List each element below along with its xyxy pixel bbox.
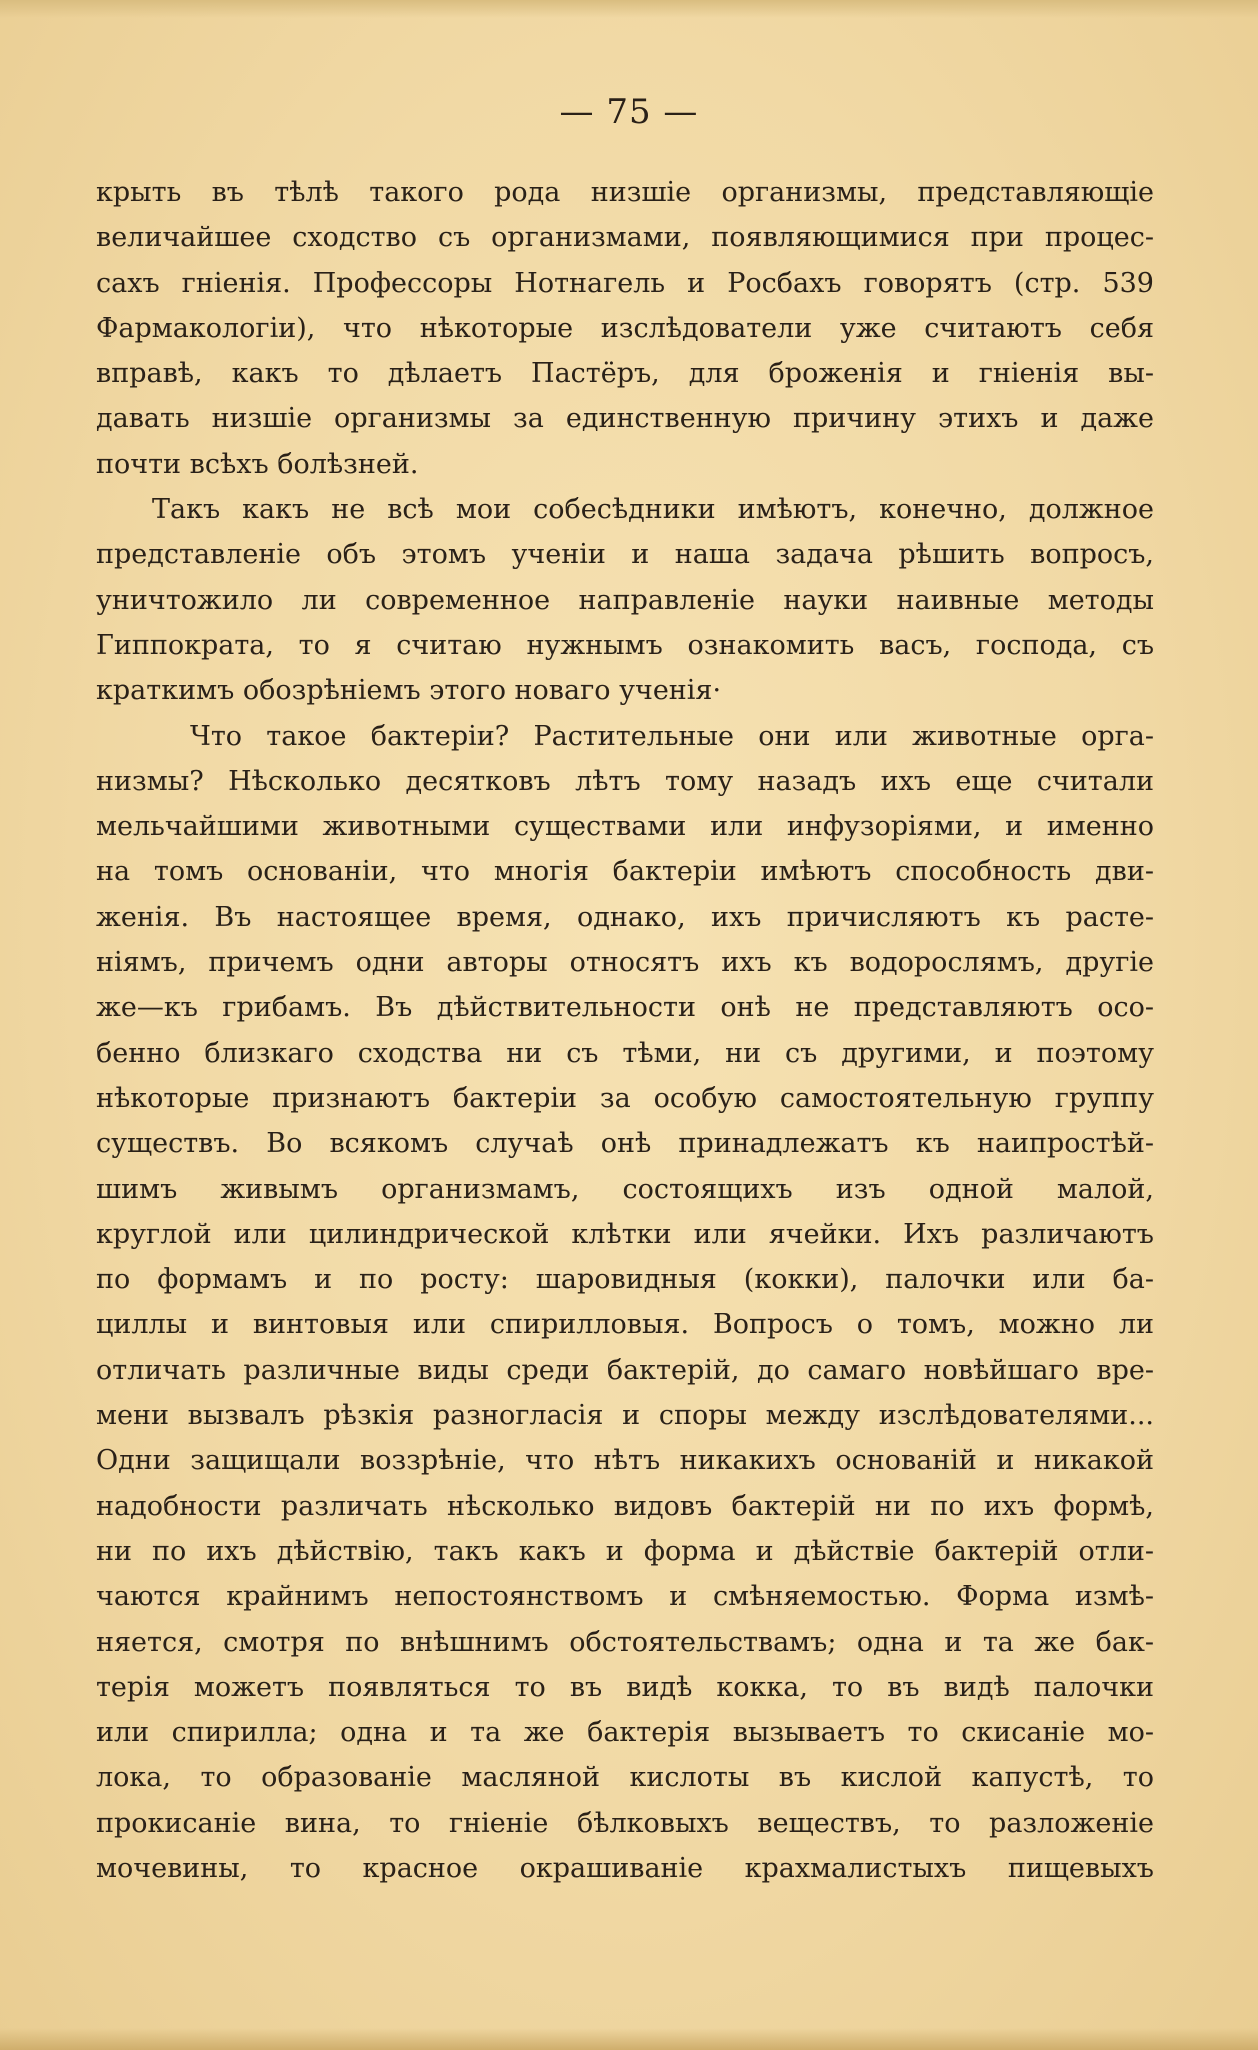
text-line: бенно близкаго сходства ни съ тѣми, ни съ другими, и поэтому [96, 1037, 1154, 1069]
text-line: мени вызвалъ рѣзкія разногласія и споры между изслѣдователями... [96, 1400, 1154, 1432]
text-line: ни по ихъ дѣйствію, такъ какъ и форма и дѣйствіе бактерій отли- [96, 1535, 1154, 1567]
text-line: чаются крайнимъ непостоянствомъ и смѣняемостью. Форма измѣ- [96, 1581, 1154, 1613]
text-line: Такъ какъ не всѣ мои собесѣдники имѣютъ, конечно, должное [152, 494, 1154, 526]
text-line: мельчайшими животными существами или инфузоріями, и именно [96, 811, 1154, 843]
text-line: почти всѣхъ болѣзней. [96, 448, 419, 480]
text-line: сахъ гніенія. Профессоры Нотнагель и Росбахъ говорятъ (стр. 539 [96, 267, 1154, 299]
text-line: Фармакологіи), что нѣкоторые изслѣдователи уже считаютъ себя [96, 312, 1154, 344]
text-line: Одни защищали воззрѣніе, что нѣтъ никакихъ основаній и никакой [96, 1445, 1154, 1477]
text-line: отличать различные виды среди бактерій, до самаго новѣйшаго вре- [96, 1354, 1154, 1386]
text-line: уничтожило ли современное направленіе науки наивные методы [96, 584, 1154, 616]
text-line: существъ. Во всякомъ случаѣ онѣ принадлежатъ къ наипростѣй- [96, 1128, 1154, 1160]
text-line: представленіе объ этомъ ученіи и наша задача рѣшить вопросъ, [96, 539, 1154, 571]
text-line: шимъ живымъ организмамъ, состоящихъ изъ одной малой, [96, 1173, 1154, 1205]
text-line: няется, смотря по внѣшнимъ обстоятельствамъ; одна и та же бак- [96, 1626, 1154, 1658]
page-edge-top [0, 0, 1258, 18]
page-number: — 75 — [559, 92, 699, 132]
text-line: прокисаніе вина, то гніеніе бѣлковыхъ веществъ, то разложеніе [96, 1807, 1154, 1839]
text-line: круглой или цилиндрической клѣтки или ячейки. Ихъ различаютъ [96, 1218, 1154, 1250]
text-line: циллы и винтовыя или спирилловыя. Вопросъ о томъ, можно ли [96, 1309, 1154, 1341]
text-line: или спирилла; одна и та же бактерія вызываетъ то скисаніе мо- [96, 1717, 1154, 1749]
text-line: надобности различать нѣсколько видовъ бактерій ни по ихъ формѣ, [96, 1490, 1154, 1522]
page-edge-bottom [0, 2028, 1258, 2050]
text-line: женія. Въ настоящее время, однако, ихъ причисляютъ къ расте- [96, 901, 1154, 933]
text-line: величайшее сходство съ организмами, появляющимися при процес- [96, 222, 1154, 254]
text-line: же—къ грибамъ. Въ дѣйствительности онѣ не представляютъ осо- [96, 992, 1154, 1024]
text-line: краткимъ обозрѣніемъ этого новаго ученія· [96, 675, 722, 707]
text-line: по формамъ и по росту: шаровидныя (кокки), палочки или ба- [96, 1264, 1154, 1296]
text-line: вправѣ, какъ то дѣлаетъ Пастёръ, для броженія и гніенія вы- [96, 358, 1154, 390]
text-line: Гиппократа, то я считаю нужнымъ ознакомить васъ, господа, съ [96, 629, 1154, 661]
text-line: нѣкоторые признаютъ бактеріи за особую самостоятельную группу [96, 1082, 1154, 1114]
text-line: мочевины, то красное окрашиваніе крахмалистыхъ пищевыхъ [96, 1852, 1154, 1884]
text-line: крыть въ тѣлѣ такого рода низшіе организмы, представляющіе [96, 177, 1154, 208]
text-line: ніямъ, причемъ одни авторы относятъ ихъ къ водорослямъ, другіе [96, 947, 1154, 979]
text-line: Что такое бактеріи? Растительные они или животные орга- [190, 720, 1154, 752]
text-line: на томъ основаніи, что многія бактеріи имѣютъ способность дви- [96, 856, 1154, 888]
text-line: лока, то образованіе масляной кислоты въ кислой капустѣ, то [96, 1762, 1154, 1794]
text-line: терія можетъ появляться то въ видѣ кокка, то въ видѣ палочки [96, 1671, 1154, 1703]
text-line: низмы? Нѣсколько десятковъ лѣтъ тому назадъ ихъ еще считали [96, 765, 1154, 797]
body-text [96, 170, 1154, 1891]
text-line: давать низшіе организмы за единственную причину этихъ и даже [96, 403, 1154, 435]
